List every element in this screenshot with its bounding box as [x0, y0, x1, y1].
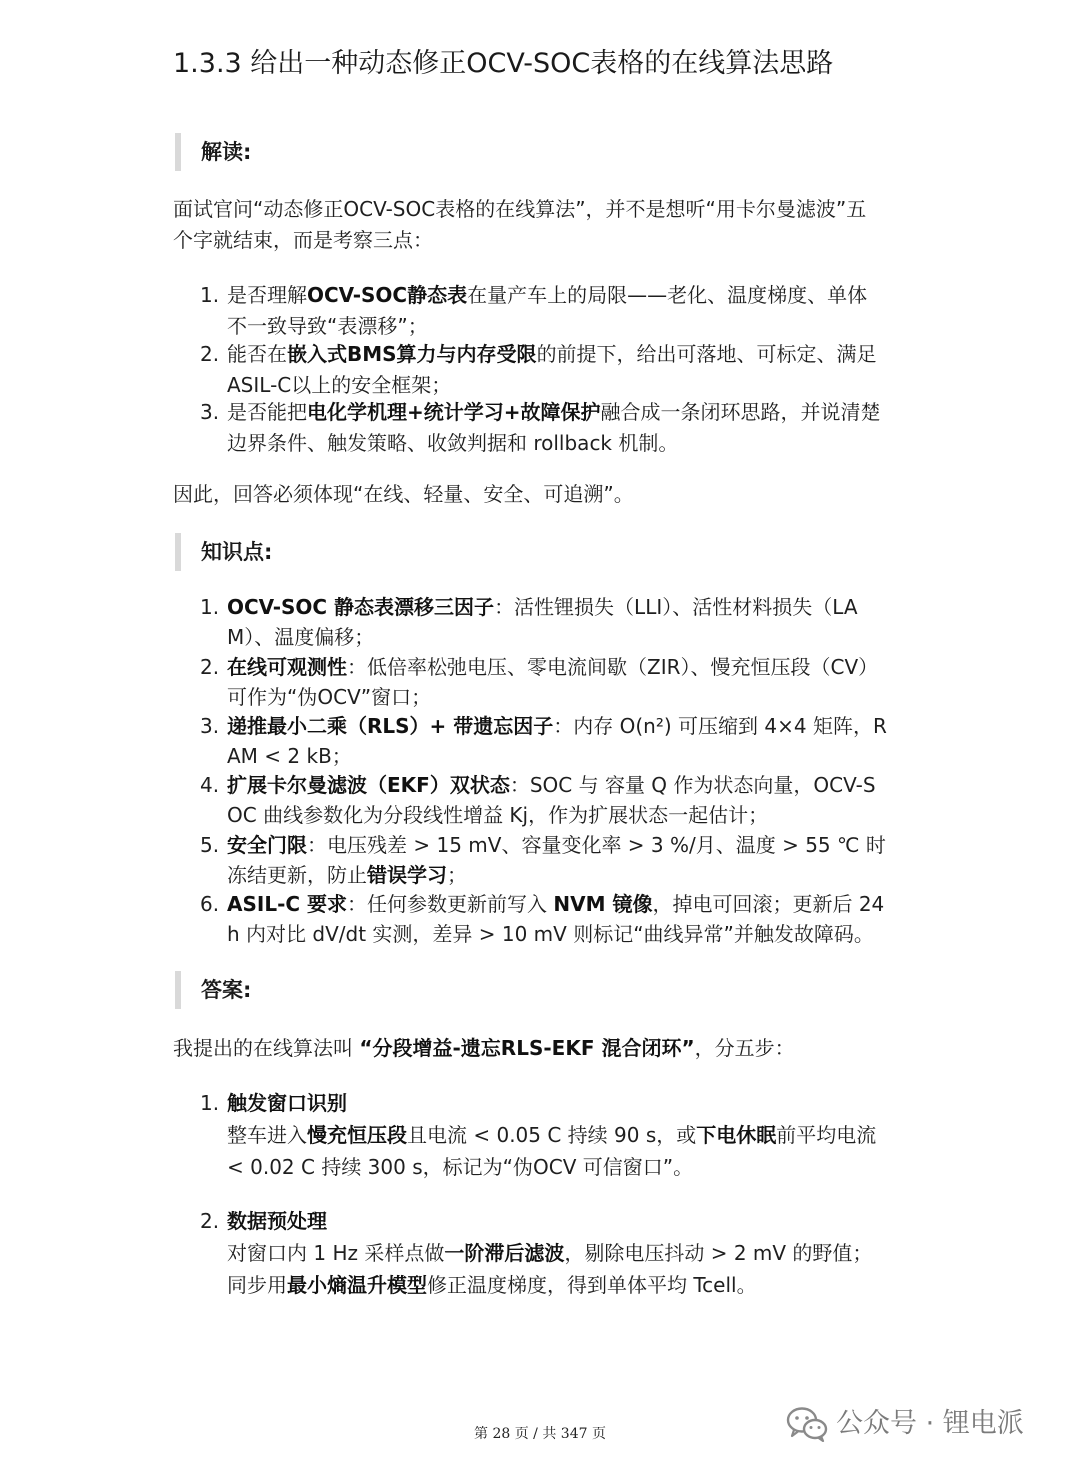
bold-text: NVM 镜像 — [553, 892, 653, 916]
bold-text: OCV-SOC静态表 — [307, 283, 468, 307]
answer-intro — [173, 1033, 795, 1064]
step-title: 触发窗口识别 — [227, 1091, 347, 1115]
list-number: 6. — [200, 892, 220, 916]
list-number: 1. — [200, 1091, 220, 1115]
step-title: 数据预处理 — [227, 1209, 327, 1233]
list-line — [227, 860, 467, 890]
text: 融合成一条闭环思路，并说清楚 — [600, 400, 881, 424]
list-line — [227, 397, 881, 427]
list-line — [227, 770, 876, 800]
list-line — [227, 652, 878, 682]
text: ：任何参数更新前写入 — [347, 892, 554, 916]
text: ：低倍率松弛电压、零电流间歇（ZIR）、慢充恒压段（CV） — [347, 655, 879, 679]
list-number: 3. — [200, 714, 220, 738]
text: 是否能把 — [227, 400, 307, 424]
bold-text: 递推最小二乘（RLS）+ 带遗忘因子 — [227, 714, 554, 738]
text: ：电压残差 > 15 mV、容量变化率 > 3 %/月、温度 > 55 ℃ 时 — [307, 833, 886, 857]
heading-answer — [175, 971, 775, 1009]
text: 对窗口内 1 Hz 采样点做 — [227, 1241, 445, 1265]
text: 整车进入 — [227, 1123, 307, 1147]
list-line: 边界条件、触发策略、收敛判据和 rollback 机制。 — [227, 431, 679, 455]
list-number: 2. — [200, 655, 220, 679]
bold-text: 扩展卡尔曼滤波（EKF）双状态 — [227, 773, 510, 797]
list-line: 可作为“伪OCV”窗口； — [227, 685, 432, 709]
heading-knowledge-points — [175, 533, 775, 571]
bold-text: 电化学机理+统计学习+故障保护 — [307, 400, 601, 424]
heading-answer-label: 答案: — [201, 978, 252, 1002]
step-line — [227, 1270, 757, 1300]
paragraph: 个字就结束，而是考察三点： — [173, 228, 433, 252]
text: ，剔除电压抖动 > 2 mV 的野值； — [564, 1241, 873, 1265]
bold-text: 慢充恒压段 — [307, 1123, 407, 1147]
conclusion: 因此，回答必须体现“在线、轻量、安全、可追溯”。 — [173, 482, 634, 506]
step-line — [227, 1238, 872, 1268]
page-number: 第 28 页 / 共 347 页 — [474, 1426, 606, 1442]
list-line — [227, 280, 867, 310]
text: 前平均电流 — [776, 1123, 877, 1147]
text: 冻结更新，防止 — [227, 863, 367, 887]
bold-text: 下电休眠 — [696, 1123, 777, 1147]
text: 能否在 — [227, 342, 287, 366]
list-line: 不一致导致“表漂移”； — [227, 314, 428, 338]
wechat-icon — [786, 1406, 828, 1442]
bold-text: 一阶滞后滤波 — [444, 1241, 565, 1265]
text: ，掉电可回滚；更新后 24 — [652, 892, 885, 916]
text: 同步用 — [227, 1273, 287, 1297]
bold-text: 在线可观测性 — [227, 655, 347, 679]
text: ，分五步： — [694, 1036, 795, 1060]
bold-text: 错误学习 — [367, 863, 447, 887]
watermark-text: 公众号 · 锂电派 — [836, 1408, 1024, 1439]
heading-knowledge-points-label: 知识点: — [201, 540, 273, 564]
text: 且电流 < 0.05 C 持续 90 s，或 — [407, 1123, 697, 1147]
step-line — [227, 1120, 876, 1150]
list-number: 2. — [200, 1209, 220, 1233]
list-line — [227, 830, 886, 860]
text: ：内存 O(n²) 可压缩到 4×4 矩阵，R — [553, 714, 887, 738]
list-line — [227, 889, 884, 919]
step-line: < 0.02 C 持续 300 s，标记为“伪OCV 可信窗口”。 — [227, 1155, 694, 1179]
text: 的前提下，给出可落地、可标定、满足 — [536, 342, 877, 366]
list-line: M）、温度偏移； — [227, 625, 375, 649]
heading-interpretation — [175, 133, 775, 171]
section-title: 1.3.3 给出一种动态修正OCV-SOC表格的在线算法思路 — [173, 48, 834, 79]
paragraph: 面试官问“动态修正OCV-SOC表格的在线算法”，并不是想听“用卡尔曼滤波”五 — [173, 197, 867, 221]
list-number: 5. — [200, 833, 220, 857]
list-line: OC 曲线参数化为分段线性增益 Kj，作为扩展状态一起估计； — [227, 803, 769, 827]
list-number: 1. — [200, 595, 220, 619]
list-line: AM < 2 kB； — [227, 744, 352, 768]
list-number: 3. — [200, 400, 220, 424]
text: ：活性锂损失（LLI）、活性材料损失（LA — [494, 595, 858, 619]
text: 修正温度梯度，得到单体平均 Tcell。 — [427, 1273, 757, 1297]
text: 在量产车上的局限——老化、温度梯度、单体 — [467, 283, 868, 307]
list-line — [227, 592, 858, 622]
list-number: 4. — [200, 773, 220, 797]
bold-text: 最小熵温升模型 — [287, 1273, 427, 1297]
bold-text: “分段增益-遗忘RLS-EKF 混合闭环” — [359, 1036, 695, 1060]
list-line — [227, 711, 887, 741]
bold-text: 嵌入式BMS算力与内存受限 — [287, 342, 537, 366]
bold-text: 安全门限 — [227, 833, 307, 857]
list-line: h 内对比 dV/dt 实测，差异 > 10 mV 则标记“曲线异常”并触发故障码。 — [227, 922, 874, 946]
list-number: 1. — [200, 283, 220, 307]
bold-text: ASIL-C 要求 — [227, 892, 348, 916]
list-number: 2. — [200, 342, 220, 366]
list-line: ASIL-C以上的安全框架； — [227, 373, 452, 397]
text: ：SOC 与 容量 Q 作为状态向量，OCV-S — [509, 773, 876, 797]
list-line — [227, 339, 877, 369]
text: ； — [447, 863, 467, 887]
text: 我提出的在线算法叫 — [173, 1036, 360, 1060]
text: 是否理解 — [227, 283, 307, 307]
heading-interpretation-label: 解读: — [201, 140, 252, 164]
bold-text: OCV-SOC 静态表漂移三因子 — [227, 595, 495, 619]
